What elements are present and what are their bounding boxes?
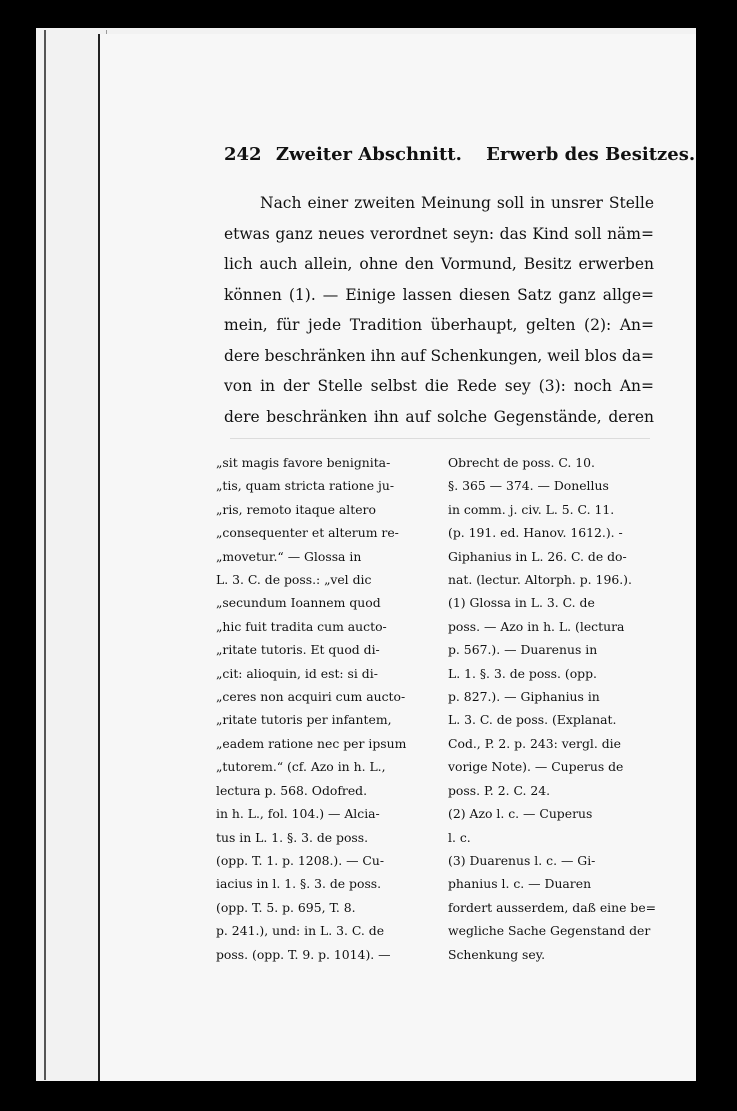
text-line: können (1). — Einige lassen diesen Satz ganz allge=	[224, 285, 654, 304]
footnote-line: „ritate tutoris per infantem,	[216, 712, 392, 728]
footnote-line: „cit: alioquin, id est: si di-	[216, 665, 378, 681]
footnote-line: „eadem ratione nec per ipsum	[216, 735, 407, 751]
footnote-line: (opp. T. 1. p. 1208.). — Cu-	[216, 852, 385, 868]
footnote-line: lectura p. 568. Odofred.	[216, 782, 368, 798]
footnote-line: l. c.	[448, 829, 471, 845]
section-label: Zweiter Abschnitt.	[275, 144, 462, 165]
text-line: dere beschränken ihn auf Schenkungen, weil blos da=	[224, 346, 654, 365]
text-line: etwas ganz neues verordnet seyn: das Kind soll näm=	[224, 224, 654, 243]
footnote-line: poss. P. 2. C. 24.	[448, 782, 551, 798]
footnote-line: vorige Note). — Cuperus de	[448, 759, 624, 775]
text-line: Nach einer zweiten Meinung soll in unsrer Stelle	[260, 194, 654, 212]
text-line: dere beschränken ihn auf solche Gegenstände, deren	[224, 407, 654, 426]
footnote-line: L. 3. C. de poss. (Explanat.	[448, 712, 617, 728]
footnote-line: „tutorem.“ (cf. Azo in h. L.,	[216, 759, 386, 775]
footnote-line: Cod., P. 2. p. 243: vergl. die	[448, 735, 621, 751]
footnote-line: (1) Glossa in L. 3. C. de	[448, 595, 595, 611]
footnote-line: phanius l. c. — Duaren	[448, 876, 592, 892]
footnote-line: (2) Azo l. c. — Cuperus	[448, 806, 593, 822]
text-line: von in der Stelle selbst die Rede sey (3): noch An=	[224, 377, 654, 395]
footnote-line: „sit magis favore benignita-	[216, 455, 391, 470]
running-title: Erwerb des Besitzes.	[486, 144, 696, 165]
page-number: 242	[224, 144, 262, 165]
main-text	[224, 188, 654, 432]
footnote-line: Schenkung sey.	[448, 946, 546, 962]
footnote-line: (3) Duarenus l. c. — Gi-	[448, 852, 596, 868]
footnote-line: in h. L., fol. 104.) — Alcia-	[216, 806, 380, 822]
footnote-line: „ritate tutoris. Et quod di-	[216, 642, 380, 658]
footnote-line: L. 3. C. de poss.: „vel dic	[216, 572, 372, 588]
footnote-line: „ris, remoto itaque altero	[216, 501, 376, 517]
footnote-line: nat. (lectur. Altorph. p. 196.).	[448, 572, 632, 588]
footnotes-right-column	[448, 451, 658, 966]
footnote-line: „hic fuit tradita cum aucto-	[216, 618, 387, 634]
footnote-line: in comm. j. civ. L. 5. C. 11.	[448, 501, 615, 517]
footnote-divider	[230, 438, 650, 439]
footnote-line: poss. (opp. T. 9. p. 1014). —	[216, 946, 391, 962]
footnote-line: iacius in l. 1. §. 3. de poss.	[216, 876, 382, 892]
footnote-line: „tis, quam stricta ratione ju-	[216, 478, 395, 494]
footnote-line: „movetur.“ — Glossa in	[216, 548, 362, 564]
footnote-line: p. 241.), und: in L. 3. C. de	[216, 923, 385, 939]
running-header	[224, 144, 696, 165]
footnote-line: wegliche Sache Gegenstand der	[448, 923, 651, 939]
footnote-line: p. 827.). — Giphanius in	[448, 689, 600, 705]
footnote-line: poss. — Azo in h. L. (lectura	[448, 618, 625, 634]
footnote-line: §. 365 — 374. — Donellus	[448, 478, 609, 494]
footnote-line: fordert ausserdem, daß eine be=	[448, 899, 657, 915]
footnote-line: „secundum Ioannem quod	[216, 595, 381, 611]
footnote-line: (p. 191. ed. Hanov. 1612.). -	[448, 525, 623, 541]
footnote-line: tus in L. 1. §. 3. de poss.	[216, 829, 369, 845]
footnote-line: „ceres non acquiri cum aucto-	[216, 689, 406, 705]
footnote-line: p. 567.). — Duarenus in	[448, 642, 598, 658]
text-line: mein, für jede Tradition überhaupt, gelten (2): An=	[224, 316, 654, 334]
footnotes-left-column	[216, 451, 432, 966]
text-line: lich auch allein, ohne den Vormund, Besitz erwerben	[224, 255, 654, 273]
footnote-line: (opp. T. 5. p. 695, T. 8.	[216, 899, 356, 915]
footnote-line: Obrecht de poss. C. 10.	[448, 455, 595, 470]
footnote-line: Giphanius in L. 26. C. de do-	[448, 548, 627, 564]
footnote-line: L. 1. §. 3. de poss. (opp.	[448, 665, 597, 681]
footnote-line: „consequenter et alterum re-	[216, 525, 399, 541]
